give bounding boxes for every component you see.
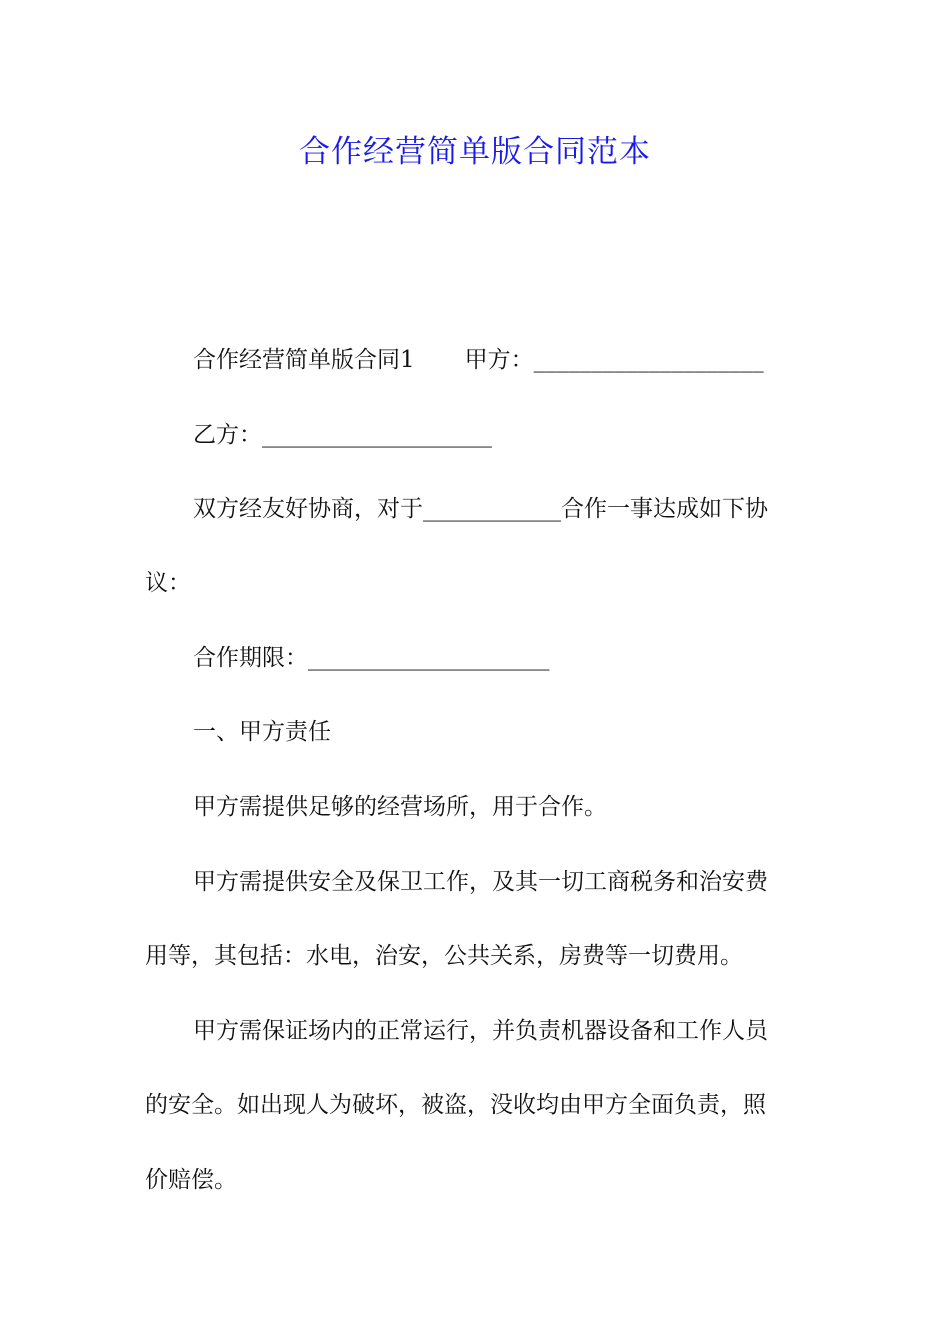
paragraph-security-line-1: 甲方需提供安全及保卫工作，及其一切工商税务和治安费 [193,869,768,895]
document-title: 合作经营简单版合同范本 [299,134,651,170]
party-a-field: 甲方：____________________ [464,347,764,373]
paragraph-operation-line-2: 的安全。如出现人为破坏，被盗，没收均由甲方全面负责，照 [145,1092,766,1118]
party-b-field: 乙方：____________________ [193,422,492,448]
contract-number-label: 合作经营简单版合同1 [193,347,415,373]
paragraph-security-line-2: 用等，其包括：水电，治安，公共关系，房费等一切费用。 [145,943,743,969]
contract-heading-line [193,340,813,380]
section-heading-party-a-duties: 一、甲方责任 [193,719,331,745]
paragraph-operation-line-3: 价赔偿。 [145,1167,237,1193]
cooperation-term-field: 合作期限：_____________________ [193,645,550,671]
paragraph-operation-line-1: 甲方需保证场内的正常运行，并负责机器设备和工作人员 [193,1018,768,1044]
paragraph-premises: 甲方需提供足够的经营场所，用于合作。 [193,794,607,820]
paragraph-agreement-line-1: 双方经友好协商，对于____________合作一事达成如下协 [193,496,768,522]
paragraph-agreement-line-2: 议： [145,570,191,596]
